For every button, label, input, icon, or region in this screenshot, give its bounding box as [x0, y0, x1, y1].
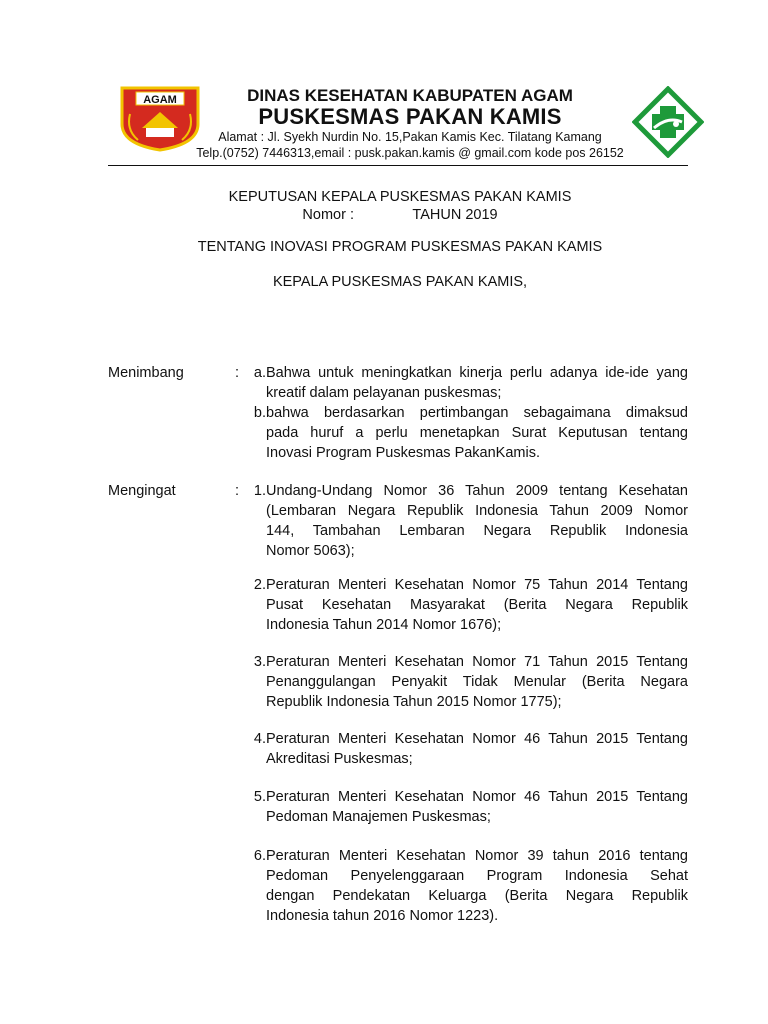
office-name: DINAS KESEHATAN KABUPATEN AGAM — [247, 86, 573, 105]
text-line: Pusat Kesehatan Masyarakat (Berita Negara Republik — [266, 597, 688, 613]
decree-year: TAHUN 2019 — [412, 207, 498, 223]
text-line: (Lembaran Negara Republik Indonesia Tahun 2009 Nomor — [266, 503, 688, 519]
list-item-text — [266, 575, 688, 635]
text-line: Undang-Undang Nomor 36 Tahun 2009 tentang Kesehatan — [266, 483, 688, 499]
decree-subject: TENTANG INOVASI PROGRAM PUSKESMAS PAKAN KAMIS — [197, 239, 603, 255]
contact-line: Telp.(0752) 7446313,email : pusk.pakan.kamis @ gmail.com kode pos 26152 — [196, 146, 624, 160]
menimbang-section — [108, 363, 688, 463]
text-line: Inovasi Program Puskesmas PakanKamis. — [266, 445, 540, 461]
text-line: Peraturan Menteri Kesehatan Nomor 46 Tahun 2015 Tentang — [266, 789, 688, 805]
text-line: Indonesia Tahun 2014 Nomor 1676); — [266, 617, 502, 633]
puskesmas-emblem-icon — [632, 86, 704, 158]
text-line: Peraturan Menteri Kesehatan Nomor 75 Tahun 2014 Tentang — [266, 577, 688, 593]
text-line: Akreditasi Puskesmas; — [266, 751, 413, 767]
list-item-text — [266, 363, 688, 403]
text-line: dengan Pendekatan Keluarga (Berita Negara Republik — [266, 888, 688, 904]
address-line: Alamat : Jl. Syekh Nurdin No. 15,Pakan Kamis Kec. Tilatang Kamang — [218, 130, 602, 144]
text-line: Indonesia tahun 2016 Nomor 1223). — [266, 908, 499, 924]
list-item-marker: 4. — [253, 731, 266, 747]
puskesmas-name: PUSKESMAS PAKAN KAMIS — [258, 104, 562, 129]
mengingat-colon: : — [235, 483, 240, 499]
text-line: bahwa berdasarkan pertimbangan sebagaimana dimaksud — [266, 405, 688, 421]
text-line: 144, Tambahan Lembaran Negara Republik Indonesia — [266, 523, 688, 539]
list-item-marker: a. — [253, 365, 266, 381]
menimbang-colon: : — [235, 365, 240, 381]
list-item-text — [266, 787, 688, 827]
decree-number — [100, 207, 700, 223]
list-item-marker: 3. — [253, 654, 266, 670]
text-line: Peraturan Menteri Kesehatan Nomor 46 Tahun 2015 Tentang — [266, 731, 688, 747]
text-line: Pedoman Penyelenggaraan Program Indonesia Sehat — [266, 868, 688, 884]
decree-number-label: Nomor : — [302, 207, 354, 223]
mengingat-section — [108, 481, 688, 941]
list-item-text — [266, 846, 688, 926]
menimbang-label: Menimbang — [108, 365, 184, 381]
mengingat-label: Mengingat — [108, 483, 176, 499]
list-item-text — [266, 481, 688, 561]
decree-title: KEPUTUSAN KEPALA PUSKESMAS PAKAN KAMIS — [228, 189, 572, 205]
agam-emblem-label: AGAM — [143, 94, 177, 106]
list-item-text — [266, 403, 688, 463]
list-item-marker: b. — [253, 405, 266, 421]
list-item-text — [266, 652, 688, 712]
text-line: kreatif dalam pelayanan puskesmas; — [266, 385, 502, 401]
list-item-marker: 6. — [253, 848, 266, 864]
text-line: Penanggulangan Penyakit Tidak Menular (Berita Negara — [266, 674, 688, 690]
list-item-marker: 5. — [253, 789, 266, 805]
header-divider — [108, 165, 688, 166]
text-line: Nomor 5063); — [266, 543, 355, 559]
text-line: Bahwa untuk meningkatkan kinerja perlu adanya ide-ide yang — [266, 365, 688, 381]
list-item-marker: 1. — [253, 483, 266, 499]
list-item-text — [266, 729, 688, 769]
text-line: pada huruf a perlu menetapkan Surat Keputusan tentang — [266, 425, 688, 441]
text-line: Peraturan Menteri Kesehatan Nomor 71 Tahun 2015 Tentang — [266, 654, 688, 670]
text-line: Republik Indonesia Tahun 2015 Nomor 1775); — [266, 694, 562, 710]
decree-issuer: KEPALA PUSKESMAS PAKAN KAMIS, — [272, 274, 528, 290]
text-line: Peraturan Menteri Kesehatan Nomor 39 tahun 2016 tentang — [266, 848, 688, 864]
text-line: Pedoman Manajemen Puskesmas; — [266, 809, 491, 825]
list-item-marker: 2. — [253, 577, 266, 593]
